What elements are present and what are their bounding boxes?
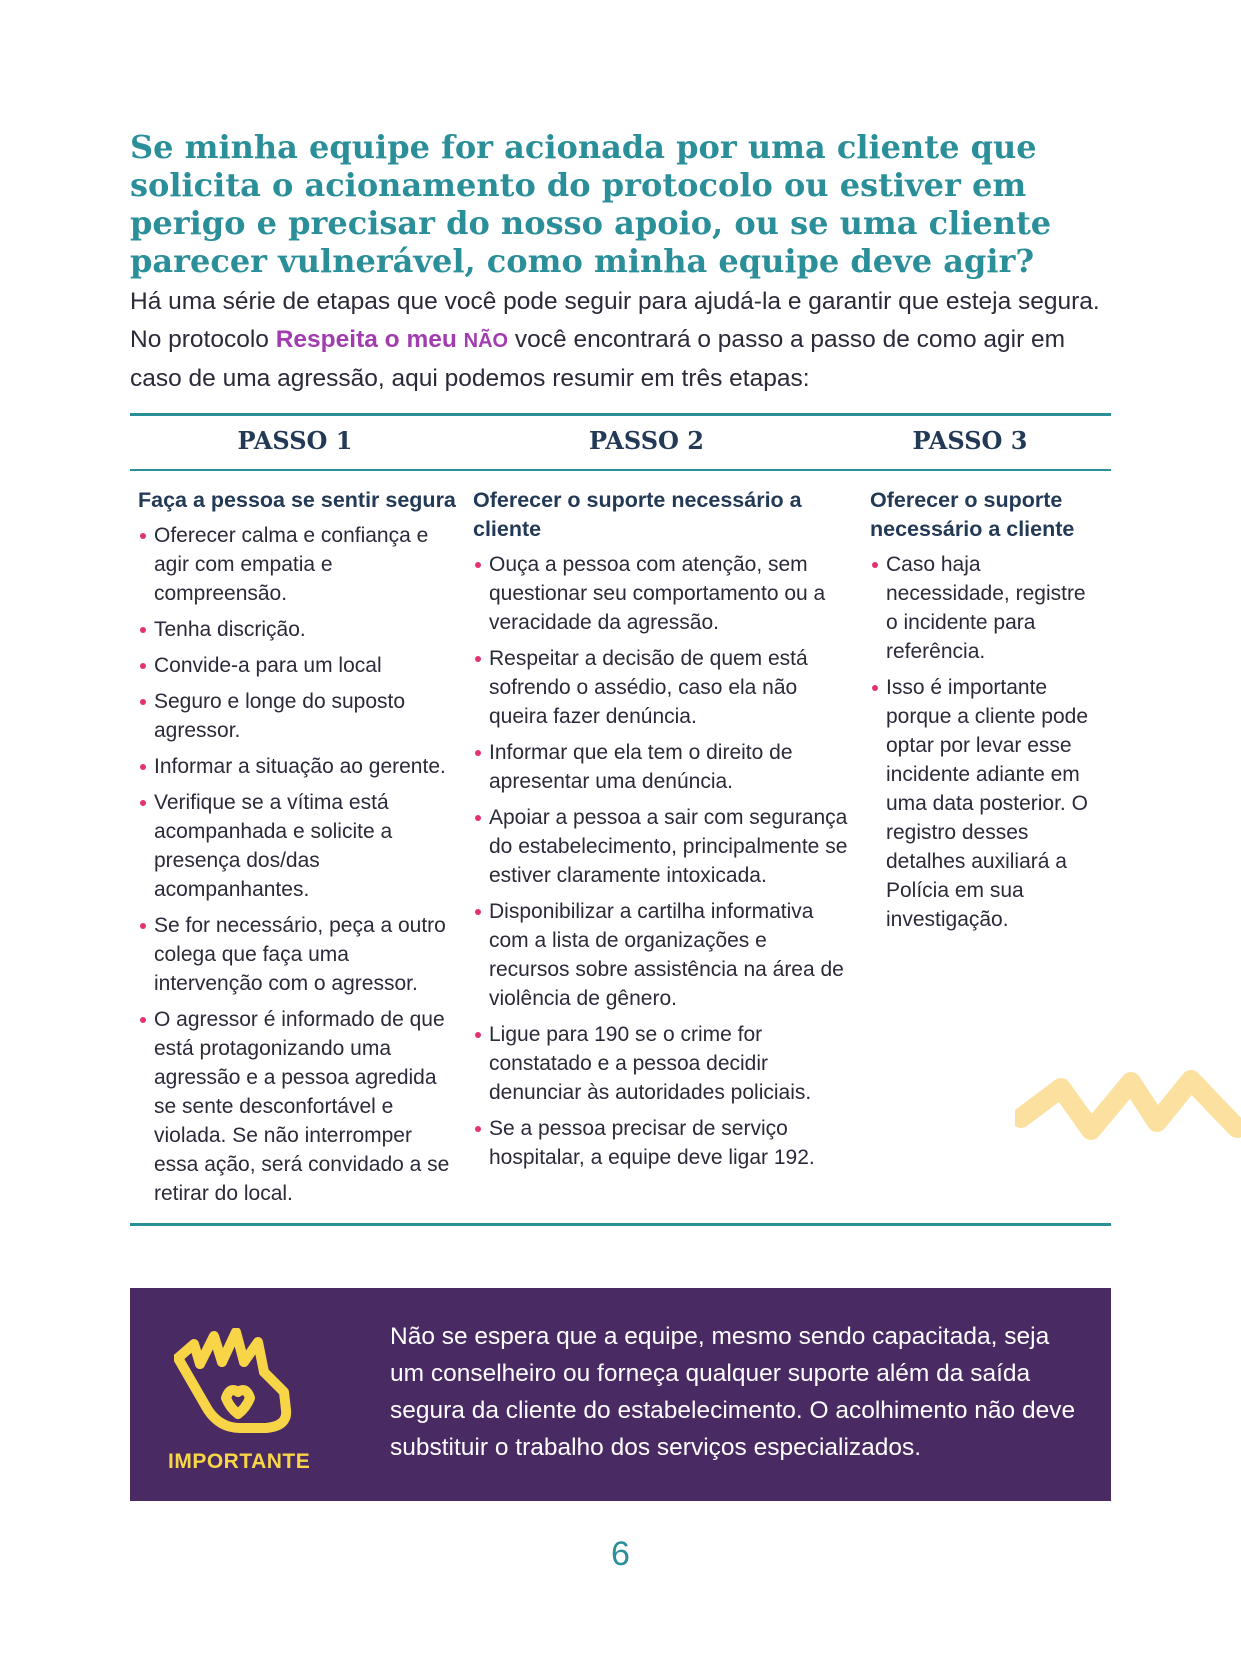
list-item: Tenha discrição. [138, 615, 458, 644]
step1-column [138, 486, 458, 1215]
list-item: Apoiar a pessoa a sair com segurança do estabelecimento, principalmente se estiver claramente intoxicada. [473, 803, 853, 890]
list-item: Respeitar a decisão de quem está sofrendo o assédio, caso ela não queira fazer denúncia. [473, 644, 853, 731]
important-text: Não se espera que a equipe, mesmo sendo capacitada, seja um conselheiro ou forneça qualquer suporte além da saída segura da cliente do estabelecimento. O acolhimento não deve substituir o trabalho dos serviços especializados. [390, 1323, 1076, 1461]
list-item: Ligue para 190 se o crime for constatado e a pessoa decidir denunciar às autoridades policiais. [473, 1020, 853, 1107]
step3-subtitle: Oferecer o suporte necessário a cliente [870, 488, 1075, 541]
protocol-name [276, 326, 508, 353]
intro-paragraph [130, 283, 1120, 398]
list-item: Disponibilizar a cartilha informativa com a lista de organizações e recursos sobre assistência na área de violência de gênero. [473, 897, 853, 1013]
list-item: Informar a situação ao gerente. [138, 752, 458, 781]
list-item: Convide-a para um local [138, 651, 458, 680]
step2-column [473, 486, 853, 1179]
step3-column [870, 486, 1100, 941]
zigzag-decoration-icon [1015, 1060, 1241, 1150]
hand-heart-icon [174, 1328, 294, 1448]
list-item: Oferecer calma e confiança e agir com empatia e compreensão. [138, 521, 458, 608]
list-item: Se for necessário, peça a outro colega que faça uma intervenção com o agressor. [138, 911, 458, 998]
step2-subtitle: Oferecer o suporte necessário a cliente [473, 488, 802, 541]
intro-line2-after: você encontrará o passo a passo de como agir em caso de uma agressão, aqui podemos resumir em três etapas: [130, 326, 1066, 392]
intro-line1: Há uma série de etapas que você pode seguir para ajudá-la e garantir que esteja segura. [130, 288, 1100, 315]
step2-title: PASSO 2 [588, 426, 705, 455]
list-item: Ouça a pessoa com atenção, sem questionar seu comportamento ou a veracidade da agressão. [473, 550, 853, 637]
list-item: Caso haja necessidade, registre o incidente para referência. [870, 550, 1100, 666]
list-item: Se a pessoa precisar de serviço hospitalar, a equipe deve ligar 192. [473, 1114, 853, 1172]
protocol-name-text: Respeita o meu [275, 326, 464, 353]
table-bottom-rule [130, 1223, 1111, 1226]
table-top-rule [130, 413, 1111, 416]
page-number: 6 [611, 1535, 630, 1573]
step1-subtitle: Faça a pessoa se sentir segura [138, 488, 456, 512]
important-label: IMPORTANTE [168, 1450, 311, 1473]
list-item: Isso é importante porque a cliente pode optar por levar esse incidente adiante em uma data posterior. O registro desses detalhes auxiliará a Polícia em sua investigação. [870, 673, 1100, 934]
intro-line2-before: No protocolo [130, 326, 276, 353]
step1-list [138, 521, 458, 1208]
step3-title: PASSO 3 [912, 426, 1028, 455]
step2-list [473, 550, 853, 1172]
page-heading: Se minha equipe for acionada por uma cliente que solicita o acionamento do protocolo ou estiver em perigo e precisar do nosso apoio, ou se uma cliente parecer vulnerável, como minha equipe deve agir? [130, 128, 1052, 280]
list-item: Verifique se a vítima está acompanhada e solicite a presença dos/das acompanhantes. [138, 788, 458, 904]
list-item: Informar que ela tem o direito de apresentar uma denúncia. [473, 738, 853, 796]
important-box [130, 1288, 1111, 1501]
list-item: Seguro e longe do suposto agressor. [138, 687, 458, 745]
step1-title: PASSO 1 [237, 426, 353, 455]
table-header-rule [130, 469, 1111, 471]
list-item: O agressor é informado de que está protagonizando uma agressão e a pessoa agredida se sente desconfortável e violada. Se não interromper essa ação, será convidado a se retirar do local. [138, 1005, 458, 1208]
step3-list [870, 550, 1100, 934]
protocol-name-caps: NÃO [463, 330, 509, 352]
